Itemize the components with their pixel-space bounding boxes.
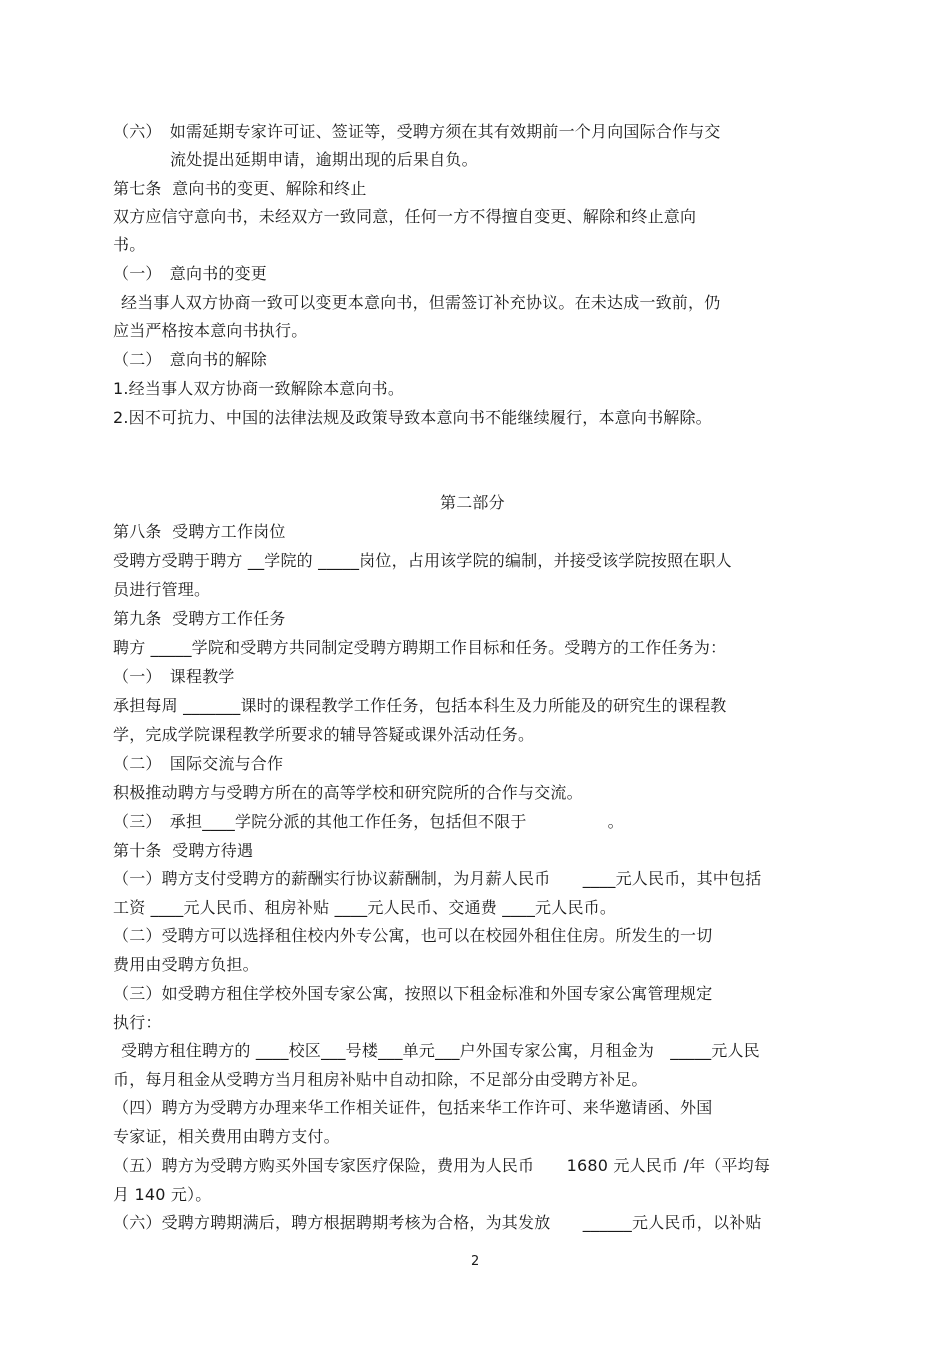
text-line: 受聘方租住聘方的 ____校区___号楼___单元___户外国专家公寓，月租金为 _____元人民 <box>121 1041 760 1060</box>
text-line: （二）受聘方可以选择租住校内外专公寓，也可以在校园外租住住房。所发生的一切 <box>113 926 713 945</box>
section-heading: 第十条 受聘方待遇 <box>113 841 254 860</box>
text-line: 书。 <box>113 235 146 254</box>
text-line: 2.因不可抗力、中国的法律法规及政策导致本意向书不能继续履行，本意向书解除。 <box>113 408 712 427</box>
text-line: 流处提出延期申请，逾期出现的后果自负。 <box>170 150 478 169</box>
text-line: 月 140 元）。 <box>113 1185 212 1204</box>
text-line: 受聘方受聘于聘方 __学院的 _____岗位，占用该学院的编制，并接受该学院按照在职人 <box>113 551 732 570</box>
text-line: 执行： <box>113 1013 162 1032</box>
text-line: 积极推动聘方与受聘方所在的高等学校和研究院所的合作与交流。 <box>113 783 583 802</box>
subsection-heading: （二） 国际交流与合作 <box>113 754 284 773</box>
part-title: 第二部分 <box>440 493 505 512</box>
section-heading: 第七条 意向书的变更、解除和终止 <box>113 179 367 198</box>
text-line: （四）聘方为受聘方办理来华工作相关证件，包括来华工作许可、来华邀请函、外国 <box>113 1098 713 1117</box>
section-heading: 第九条 受聘方工作任务 <box>113 609 286 628</box>
subsection-heading: （一） 课程教学 <box>113 667 235 686</box>
subsection-heading: （二） 意向书的解除 <box>113 350 268 369</box>
text-line: （三） 承担____学院分派的其他工作任务，包括但不限于 。 <box>113 812 624 831</box>
page-number: 2 <box>471 1254 480 1269</box>
text-line: （五）聘方为受聘方购买外国专家医疗保险，费用为人民币 1680 元人民币 /年（平均每 <box>113 1156 771 1175</box>
text-line: 应当严格按本意向书执行。 <box>113 321 308 340</box>
text-line: 双方应信守意向书，未经双方一致同意，任何一方不得擅自变更、解除和终止意向 <box>113 207 697 226</box>
subsection-heading: （一） 意向书的变更 <box>113 264 268 283</box>
text-line: （六）受聘方聘期满后，聘方根据聘期考核为合格，为其发放 ______元人民币，以补贴 <box>113 1213 762 1232</box>
text-line: 经当事人双方协商一致可以变更本意向书，但需签订补充协议。在未达成一致前，仍 <box>121 293 721 312</box>
text-line: （三）如受聘方租住学校外国专家公寓，按照以下租金标准和外国专家公寓管理规定 <box>113 984 713 1003</box>
text-line: 币，每月租金从受聘方当月租房补贴中自动扣除，不足部分由受聘方补足。 <box>113 1070 648 1089</box>
text-line: 学，完成学院课程教学所要求的辅导答疑或课外活动任务。 <box>113 725 535 744</box>
text-line: 工资 ____元人民币、租房补贴 ____元人民币、交通费 ____元人民币。 <box>113 898 617 917</box>
text-line: 承担每周 _______课时的课程教学工作任务，包括本科生及力所能及的研究生的课程教 <box>113 696 727 715</box>
text-line: （一）聘方支付受聘方的薪酬实行协议薪酬制，为月薪人民币 ____元人民币，其中包括 <box>113 869 762 888</box>
text-line: 专家证，相关费用由聘方支付。 <box>113 1127 340 1146</box>
text-line: 员进行管理。 <box>113 580 211 599</box>
text-line: 1.经当事人双方协商一致解除本意向书。 <box>113 379 405 398</box>
text-line: 聘方 _____学院和受聘方共同制定受聘方聘期工作目标和任务。受聘方的工作任务为： <box>113 638 727 657</box>
section-heading: 第八条 受聘方工作岗位 <box>113 522 286 541</box>
text-line: （六） 如需延期专家许可证、签证等，受聘方须在其有效期前一个月向国际合作与交 <box>113 122 721 141</box>
text-line: 费用由受聘方负担。 <box>113 955 259 974</box>
